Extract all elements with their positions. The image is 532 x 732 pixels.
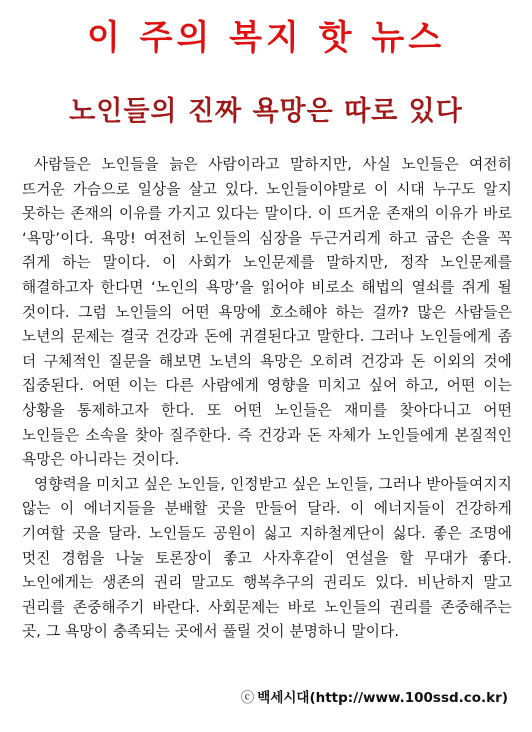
source-credit [241, 688, 508, 708]
article-headline: 노인들의 진짜 욕망은 따로 있다 [69, 96, 463, 127]
section-title: 이 주의 복지 핫 뉴스 [86, 18, 446, 58]
source-credit-text: 백세시대(http://www.100ssd.co.kr) [257, 690, 508, 706]
article-body [22, 153, 512, 645]
article-paragraph-1: 사람들은 노인들을 늙은 사람이라고 말하지만, 사실 노인들은 여전히 뜨거운 가슴으로 일상을 살고 있다. 노인들이야말로 이 시대 누구도 알지 못하는 존재의 이유를 가지고 있다는 말이다. 이 뜨거운 존재의 이유가 바로 ‘욕망’이다. 욕망! 여전히 노인들의 심장을 두근거리게 하고 굽은 손을 꼭 쥐게 하는 말이다. 이 사회가 노인문제를 말하지만, 정작 노인문제를 해결하고자 한다면 ‘노인의 욕망’을 읽어야 비로소 해법의 열쇠를 쥐게 될 것이다. 그럼 노인들의 어떤 욕망에 호소해야 하는 걸까? 많은 사람들은 노년의 문제는 결국 건강과 돈에 귀결된다고 말한다. 그러나 노인들에게 좀 더 구체적인 질문을 해보면 노년의 욕망은 오히려 건강과 돈 이외의 것에 집중된다. 어떤 이는 다른 사람에게 영향을 미치고 싶어 하고, 어떤 이는 상황을 통제하고자 한다. 또 어떤 노인들은 재미를 찾아다니고 어떤 노인들은 소속을 찾아 질주한다. 즉 건강과 돈 자체가 노인들에게 본질적인 욕망은 아니라는 것이다. [22, 156, 512, 469]
copyright-icon: ⓒ [240, 690, 255, 706]
article-paragraph-2: 영향력을 미치고 싶은 노인들, 인정받고 싶은 노인들, 그러나 받아들여지지 않는 이 에너지들을 분배할 곳을 만들어 달라. 이 에너지들이 건강하게 기여할 곳을 달라. 노인들도 공원이 싫고 지하철계단이 싫다. 좋은 조명에 멋진 경험을 나눌 토론장이 좋고 사자후같이 연설을 할 무대가 좋다. 노인에게는 생존의 권리 말고도 행복추구의 권리도 있다. 비난하지 말고 권리를 존중해주기 바란다. 사회문제는 바로 노인들의 권리를 존중해주는 곳, 그 욕망이 충족되는 곳에서 풀릴 것이 분명하니 말이다. [22, 475, 512, 641]
